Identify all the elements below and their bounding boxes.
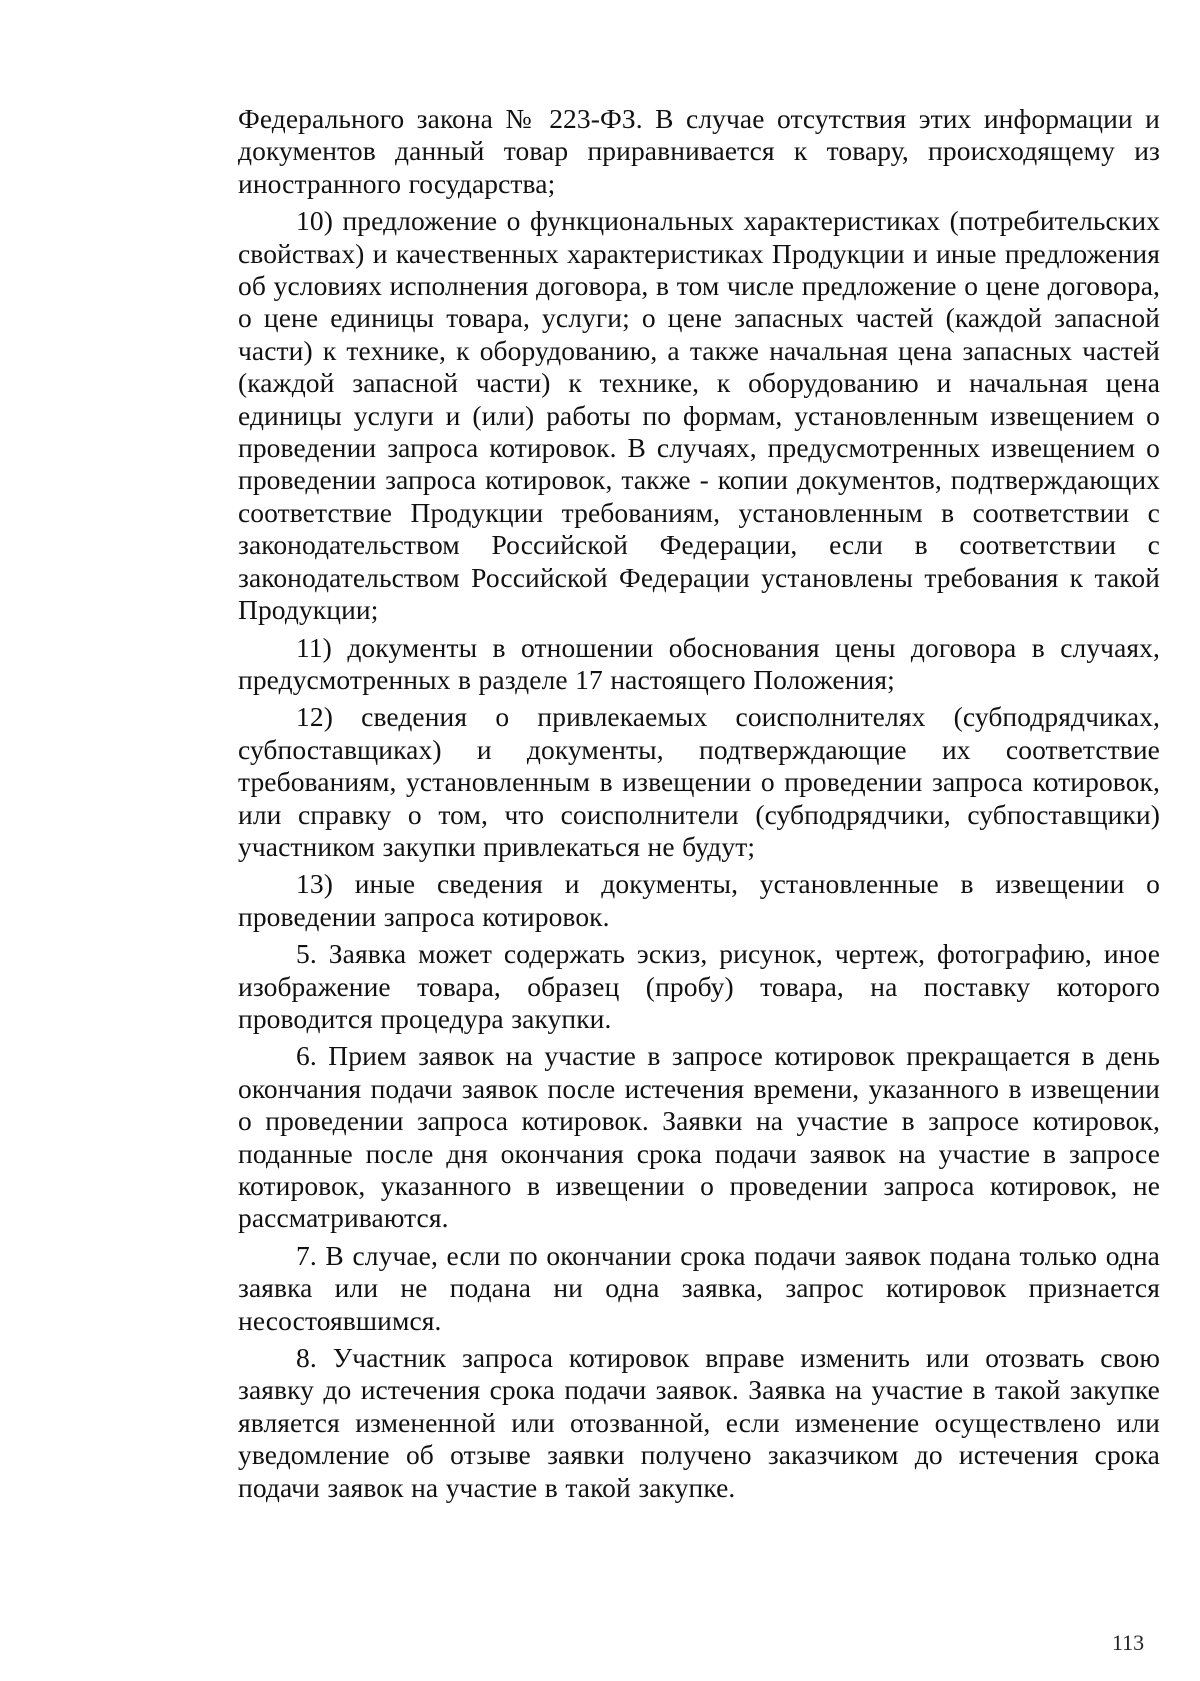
paragraph-item-13: 13) иные сведения и документы, установленные в извещении о проведении запроса котировок. [238,868,1160,932]
paragraph-item-11: 11) документы в отношении обоснования цены договора в случаях, предусмотренных в разделе 17 настоящего Положения; [238,631,1160,695]
paragraph-item-10: 10) предложение о функциональных характеристиках (потребительских свойствах) и качественных характеристиках Продукции и иные предложения об условиях исполнения договора, в том числе предложение о цене договора, о цене единицы товара, услуги; о цене запасных частей (каждой запасной части) к технике, к оборудованию, а также начальная цена запасных частей (каждой запасной части) к технике, к оборудованию и начальная цена единицы услуги и (или) работы по формам, установленным извещением о проведении запроса котировок. В случаях, предусмотренных извещением о проведении запроса котировок, также - копии документов, подтверждающих соответствие Продукции требованиям, установленным в соответствии с законодательством Российской Федерации, если в соответствии с законодательством Российской Федерации установлены требования к такой Продукции; [238,205,1160,626]
paragraph-clause-8: 8. Участник запроса котировок вправе изменить или отозвать свою заявку до истечения срока подачи заявок. Заявка на участие в такой закупке является измененной или отозванной, если изменение осуществлено или уведомление об отзыве заявки получено заказчиком до истечения срока подачи заявок на участие в такой закупке. [238,1342,1160,1503]
paragraph-item-12: 12) сведения о привлекаемых соисполнителях (субподрядчиках, субпоставщиках) и документы, подтверждающие их соответствие требованиям, установленным в извещении о проведении запроса котировок, или справку о том, что соисполнители (субподрядчики, субпоставщики) участником закупки привлекаться не будут; [238,701,1160,862]
page-number: 113 [1112,1630,1145,1655]
paragraph-clause-5: 5. Заявка может содержать эскиз, рисунок, чертеж, фотографию, иное изображение товара, образец (пробу) товара, на поставку которого проводится процедура закупки. [238,938,1160,1034]
paragraph-clause-7: 7. В случае, если по окончании срока подачи заявок подана только одна заявка или не подана ни одна заявка, запрос котировок признается несостоявшимся. [238,1239,1160,1336]
document-body [238,103,1160,1509]
paragraph-clause-6: 6. Прием заявок на участие в запросе котировок прекращается в день окончания подачи заявок после истечения времени, указанного в извещении о проведении запроса котировок. Заявки на участие в запросе котировок, поданные после дня окончания срока подачи заявок на участие в запросе котировок, указанного в извещении о проведении запроса котировок, не рассматриваются. [238,1040,1160,1234]
paragraph-continuation: Федерального закона № 223-ФЗ. В случае отсутствия этих информации и документов данный товар приравнивается к товару, происходящему из иностранного государства; [238,103,1160,199]
